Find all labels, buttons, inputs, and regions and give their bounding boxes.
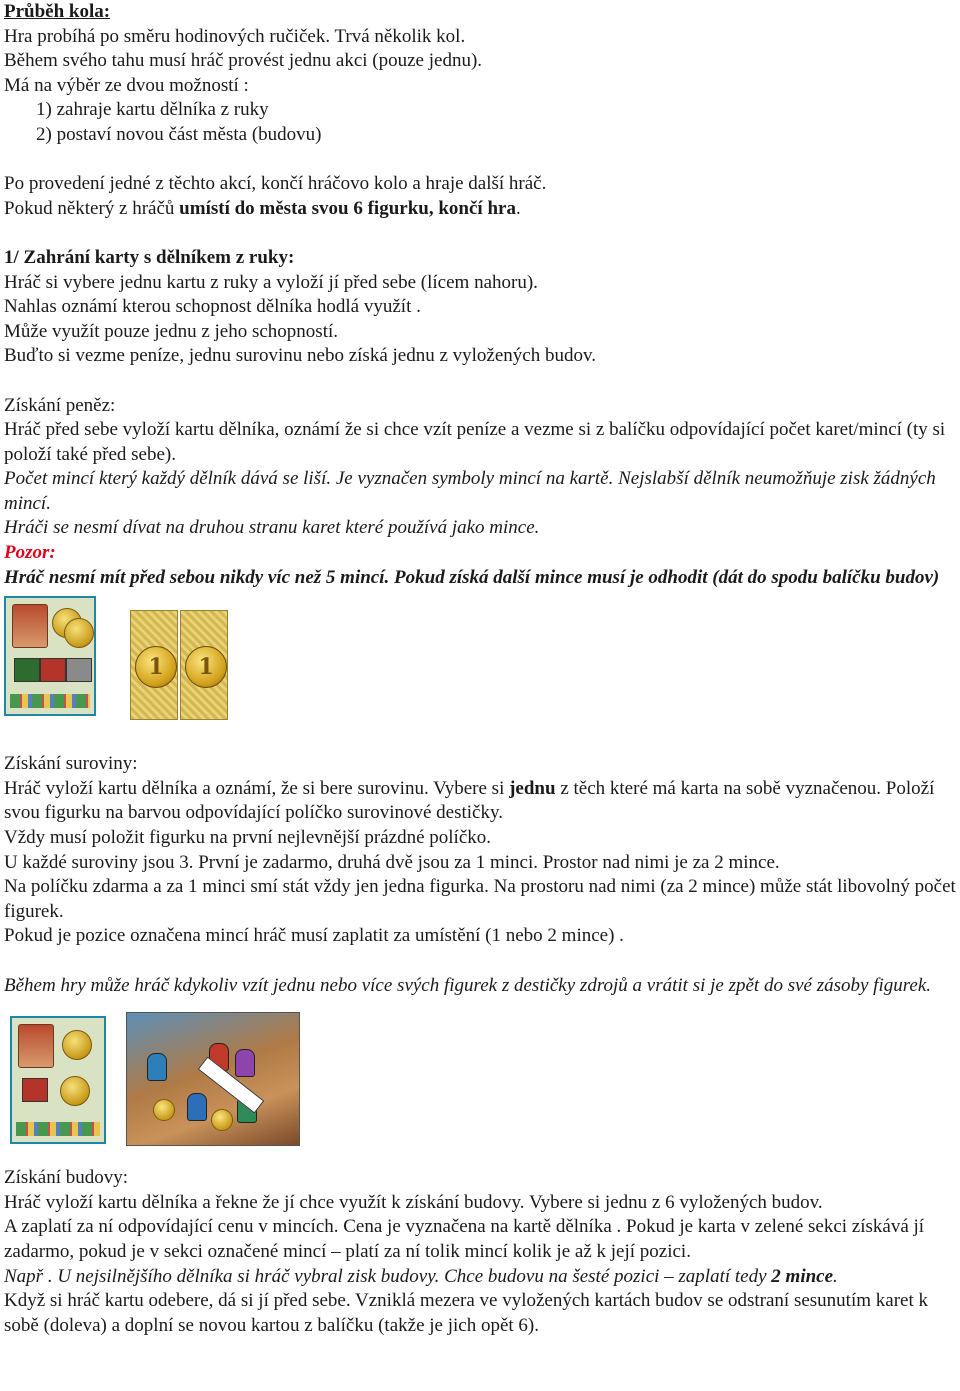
- building-text: Hráč vyloží kartu dělníka a řekne že jí chce využít k získání budovy. Vybere si jednu z 6 vyložených budov.: [4, 1191, 823, 1213]
- intro-line: Má na výběr ze dvou možností :: [4, 74, 249, 96]
- intro-line: Hra probíhá po směru hodinových ručiček. Trvá několik kol.: [4, 25, 466, 47]
- document: [4, 0, 956, 1338]
- worker-card-image: [10, 1016, 106, 1144]
- building-text: A zaplatí za ní odpovídající cenu v mincích. Cena je vyznačena na kartě dělníka . Pokud je karta v zelené sekci získává jí zadarmo, pokud je v sekci označené mincí – platí za ní tolik mincí kolik je až k její pozici.: [4, 1216, 925, 1262]
- building-text: Když si hráč kartu odebere, dá si jí před sebe. Vzniklá mezera ve vyložených kartách budov se odstraní sesunutím karet k sobě (doleva) a doplní se novou kartou z balíčku (takže je jich opět 6).: [4, 1290, 928, 1336]
- resource-text: Hráč vyloží kartu dělníka a oznámí, že si bere surovinu. Vybere si jednu z těch které má karta na sobě vyznačenou. Položí svou figurku na barvou odpovídající políčko surovinové destičky.: [4, 777, 935, 824]
- building-heading: Získání budovy:: [4, 1167, 129, 1189]
- worker-card-image: [4, 596, 96, 716]
- section-line: Buďto si vezme peníze, jednu surovinu nebo získá jednu z vyložených budov.: [4, 345, 596, 367]
- coin-value: 1: [185, 646, 227, 688]
- after-action-text: Po provedení jedné z těchto akcí, končí hráčovo kolo a hraje další hráč.: [4, 173, 547, 195]
- resource-board-image: [126, 1012, 300, 1146]
- building-example: Např . U nejsilnějšího dělníka si hráč vybral zisk budovy. Chce budovu na šesté pozici – zaplatí tedy 2 mince.: [4, 1265, 838, 1287]
- resource-text: Pokud je pozice označena mincí hráč musí zaplatit za umístění (1 nebo 2 mince) .: [4, 925, 624, 947]
- page-title: Průběh kola:: [4, 1, 111, 22]
- money-italic-text: Hráči se nesmí dívat na druhou stranu karet které používá jako mince.: [4, 517, 540, 539]
- option-item: 2) postaví novou část města (budovu): [36, 123, 322, 145]
- section-line: Může využít pouze jednu z jeho schopností.: [4, 320, 339, 342]
- resource-images: [4, 998, 956, 1166]
- resource-note: Během hry může hráč kdykoliv vzít jednu nebo více svých figurek z destičky zdrojů a vrátit si je zpět do své zásoby figurek.: [4, 974, 932, 996]
- warning-text: Hráč nesmí mít před sebou nikdy víc než 5 mincí. Pokud získá další mince musí je odhodit (dát do spodu balíčku budov): [4, 566, 940, 588]
- money-italic-text: Počet mincí který každý dělník dává se liší. Je vyznačen symboly mincí na kartě. Nejslabší dělník neumožňuje zisk žádných mincí.: [4, 468, 936, 514]
- section-heading: 1/ Zahrání karty s dělníkem z ruky:: [4, 246, 295, 268]
- end-game-text: Pokud některý z hráčů umístí do města svou 6 figurku, končí hra.: [4, 197, 521, 219]
- section-line: Hráč si vybere jednu kartu z ruky a vyloží jí před sebe (lícem nahoru).: [4, 271, 538, 293]
- intro-line: Během svého tahu musí hráč provést jednu akci (pouze jednu).: [4, 50, 483, 72]
- section-line: Nahlas oznámí kterou schopnost dělníka hodlá využít .: [4, 296, 421, 318]
- resource-heading: Získání suroviny:: [4, 753, 138, 775]
- warning-label: Pozor:: [4, 542, 56, 564]
- coin-value: 1: [135, 646, 177, 688]
- resource-text: U každé suroviny jsou 3. První je zadarmo, druhá dvě jsou za 1 minci. Prostor nad nimi je za 2 mince.: [4, 851, 780, 873]
- money-images: [4, 590, 956, 752]
- resource-text: Na políčku zdarma a za 1 minci smí stát vždy jen jedna figurka. Na prostoru nad nimi (za 2 mince) může stát libovolný počet figurek.: [4, 876, 956, 922]
- coin-card-image: [130, 610, 178, 720]
- coin-card-image: [180, 610, 228, 720]
- money-heading: Získání peněz:: [4, 394, 116, 416]
- option-item: 1) zahraje kartu dělníka z ruky: [36, 99, 269, 121]
- resource-text: Vždy musí položit figurku na první nejlevnější prázdné políčko.: [4, 827, 492, 849]
- money-text: Hráč před sebe vyloží kartu dělníka, oznámí že si chce vzít peníze a vezme si z balíčku odpovídající počet karet/mincí (ty si položí také před sebe).: [4, 419, 946, 465]
